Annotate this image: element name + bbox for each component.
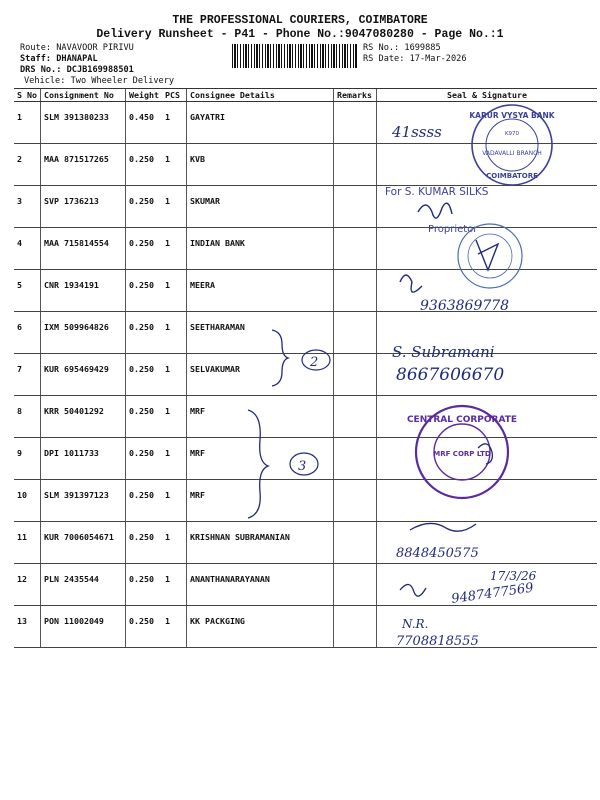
cell-weight: 0.250 [125,480,162,522]
brace2-label: 3 [298,459,307,474]
cell-sno: 3 [14,186,40,228]
cell-consignee: MRF [186,438,333,480]
cell-sno: 11 [14,522,40,564]
rs-date-value: 17-Mar-2026 [409,54,467,64]
indian-bank-stamp [458,224,522,288]
cell-consignment: CNR 1934191 [40,270,125,312]
cell-pcs: 1 [162,186,187,228]
cell-consignment: MAA 715814554 [40,228,125,270]
staff-value: DHANAPAL [56,54,98,64]
cell-sno: 10 [14,480,40,522]
cell-weight: 0.250 [125,606,162,648]
row1-signature: 41ssss [392,123,442,141]
company-title: THE PROFESSIONAL COURIERS, COIMBATORE [172,14,428,27]
cell-sno: 13 [14,606,40,648]
cell-sno: 8 [14,396,40,438]
cell-pcs: 1 [162,270,187,312]
bank-stamp-city: COIMBATORE [486,172,538,180]
row11-phone: 8848450575 [396,546,479,561]
cell-pcs: 1 [162,312,187,354]
cell-consignee: SELVAKUMAR [186,354,333,396]
silks-stamp-name: For S. KUMAR SILKS [385,186,489,198]
col-header-sno: S No [14,89,40,102]
row12-date: 17/3/26 [490,569,537,583]
cell-pcs: 1 [162,564,187,606]
route-value: NAVAVOOR PIRIVU [56,43,134,53]
route-label: Route: [20,43,52,53]
cell-weight: 0.250 [125,438,162,480]
col-header-weight: Weight [125,89,162,102]
cell-consignment: KRR 50401292 [40,396,125,438]
cell-weight: 0.250 [125,354,162,396]
cell-pcs: 1 [162,438,187,480]
drs-value: DCJB169988501 [66,65,134,75]
cell-consignment: KUR 7006054671 [40,522,125,564]
bank-stamp-title: KARUR VYSYA BANK [469,111,555,120]
col-header-pcs: PCS [162,89,187,102]
cell-consignment: PON 11002049 [40,606,125,648]
cell-consignee: KVB [186,144,333,186]
row13-phone: 7708818555 [396,634,479,649]
cell-consignee: SEETHARAMAN [186,312,333,354]
cell-sno: 5 [14,270,40,312]
rs-date-label: RS Date: [363,54,405,64]
cell-consignment: SVP 1736213 [40,186,125,228]
cell-pcs: 1 [162,396,187,438]
drs-label: DRS No.: [20,65,62,75]
cell-weight: 0.250 [125,312,162,354]
cell-consignee: KK PACKGING [186,606,333,648]
cell-consignee: INDIAN BANK [186,228,333,270]
cell-pcs: 1 [162,606,187,648]
cell-weight: 0.250 [125,564,162,606]
col-header-seal: Seal & Signature [376,89,597,102]
mrf-stamp-inner-text: MRF CORP LTD [433,450,491,458]
cell-weight: 0.450 [125,102,162,144]
mrf-stamp [407,406,517,498]
cell-consignment: IXM 509964826 [40,312,125,354]
row5-signature [400,275,422,292]
cell-consignee: MRF [186,480,333,522]
cell-weight: 0.250 [125,396,162,438]
cell-pcs: 1 [162,144,187,186]
cell-consignee: MEERA [186,270,333,312]
row12-squiggle [400,584,426,596]
row5-phone: 9363869778 [420,298,510,314]
cell-pcs: 1 [162,522,187,564]
bank-stamp-code: K970 [504,131,520,137]
cell-weight: 0.250 [125,522,162,564]
brace1-label: 2 [310,355,319,370]
cell-sno: 9 [14,438,40,480]
cell-consignee: ANANTHANARAYANAN [186,564,333,606]
cell-sno: 7 [14,354,40,396]
cell-consignment: MAA 871517265 [40,144,125,186]
row11-signature [410,523,476,531]
runsheet-subtitle: Delivery Runsheet - P41 - Phone No.:9047080280 - Page No.:1 [96,28,504,41]
cell-pcs: 1 [162,354,187,396]
cell-consignee: KRISHNAN SUBRAMANIAN [186,522,333,564]
row7-signature: S. Subramani [392,343,495,361]
cell-weight: 0.250 [125,144,162,186]
cell-consignment: SLM 391397123 [40,480,125,522]
cell-consignee: MRF [186,396,333,438]
row7-phone: 8667606670 [396,365,505,385]
cell-consignment: SLM 391380233 [40,102,125,144]
cell-weight: 0.250 [125,186,162,228]
cell-pcs: 1 [162,102,187,144]
cell-weight: 0.250 [125,270,162,312]
col-header-consignee: Consignee Details [186,89,333,102]
bank-stamp [469,105,555,185]
silks-stamp-proprietor: Proprietor [428,224,478,235]
indian-bank-stamp-inner [468,234,512,278]
vehicle-value: Two Wheeler Delivery [70,76,175,86]
mrf-stamp-title: CENTRAL CORPORATE [406,415,518,425]
cell-consignee: GAYATRI [186,102,333,144]
cell-consignment: KUR 695469429 [40,354,125,396]
bank-stamp-inner-ring [486,119,538,171]
col-header-remarks: Remarks [333,89,376,102]
cell-pcs: 1 [162,480,187,522]
brace-rows-6-7 [272,330,288,386]
row13-signature: N.R. [402,617,429,631]
cell-sno: 4 [14,228,40,270]
cell-consignee: SKUMAR [186,186,333,228]
cell-sno: 2 [14,144,40,186]
cell-consignment: PLN 2435544 [40,564,125,606]
cell-weight: 0.250 [125,228,162,270]
col-header-consignment: Consignment No [40,89,125,102]
indian-bank-signature [476,240,498,270]
cell-pcs: 1 [162,228,187,270]
silks-signature [418,203,452,218]
cell-sno: 1 [14,102,40,144]
bank-stamp-branch: VADAVALLI BRANCH [482,150,542,157]
rs-no-value: 1699885 [404,43,441,53]
cell-consignment: DPI 1011733 [40,438,125,480]
row12-phone: 9487477569 [450,580,535,607]
staff-label: Staff: [20,54,52,64]
brace-rows-8-10 [248,410,268,518]
rs-no-label: RS No.: [363,43,400,53]
vehicle-label: Vehicle: [24,76,66,86]
cell-sno: 6 [14,312,40,354]
cell-sno: 12 [14,564,40,606]
